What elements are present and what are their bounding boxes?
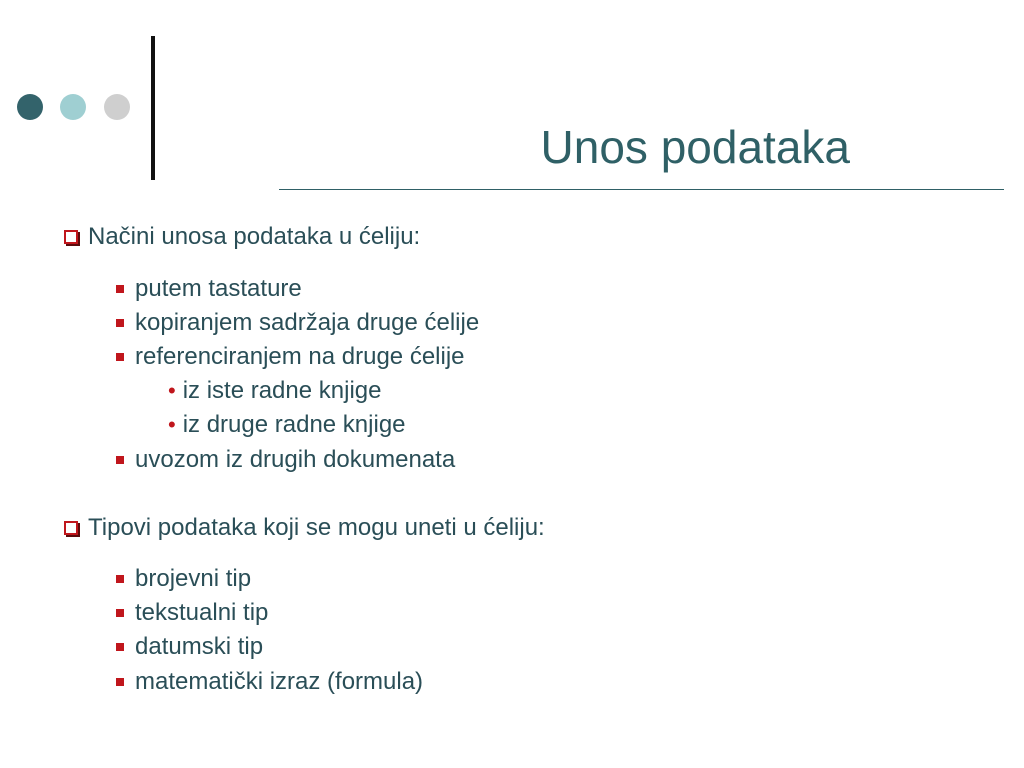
list-item-text: putem tastature: [135, 275, 302, 302]
list-item: [116, 342, 465, 372]
section-heading: [64, 513, 545, 543]
section-heading-text: Tipovi podataka koji se mogu uneti u ćeliju:: [88, 514, 545, 541]
list-item-text: kopiranjem sadržaja druge ćelije: [135, 309, 480, 336]
list-item: [116, 667, 423, 697]
dot-bullet-icon: •: [168, 378, 176, 403]
list-item: [116, 564, 251, 594]
sub-list-item: [168, 410, 406, 440]
list-item-text: tekstualni tip: [135, 599, 269, 626]
decorative-dot-dark: [17, 94, 43, 120]
vertical-divider: [151, 36, 155, 180]
square-bullet-icon: [116, 575, 124, 583]
sub-list-item-text: iz iste radne knjige: [182, 377, 382, 404]
decorative-dot-light: [60, 94, 86, 120]
square-bullet-icon: [116, 643, 124, 651]
list-item: [116, 274, 302, 304]
square-bullet-icon: [116, 285, 124, 293]
sub-list-item-text: iz druge radne knjige: [182, 411, 406, 438]
slide-title: Unos podataka: [540, 121, 850, 173]
square-bullet-icon: [116, 456, 124, 464]
list-item: [116, 598, 268, 628]
square-bullet-icon: [116, 353, 124, 361]
dot-bullet-icon: •: [168, 412, 176, 437]
list-item-text: matematički izraz (formula): [135, 668, 424, 695]
list-item-text: brojevni tip: [135, 565, 252, 592]
section-heading: [64, 222, 420, 252]
list-item: [116, 632, 263, 662]
section-heading-text: Načini unosa podataka u ćeliju:: [88, 223, 421, 250]
checkbox-bullet-icon: [64, 230, 78, 244]
square-bullet-icon: [116, 678, 124, 686]
decorative-dot-gray: [104, 94, 130, 120]
list-item: [116, 308, 479, 338]
sub-list-item: [168, 376, 381, 406]
list-item-text: uvozom iz drugih dokumenata: [135, 446, 456, 473]
square-bullet-icon: [116, 609, 124, 617]
square-bullet-icon: [116, 319, 124, 327]
list-item-text: referenciranjem na druge ćelije: [135, 343, 465, 370]
checkbox-bullet-icon: [64, 521, 78, 535]
title-underline: [279, 189, 1004, 190]
list-item: [116, 445, 455, 475]
list-item-text: datumski tip: [135, 633, 264, 660]
